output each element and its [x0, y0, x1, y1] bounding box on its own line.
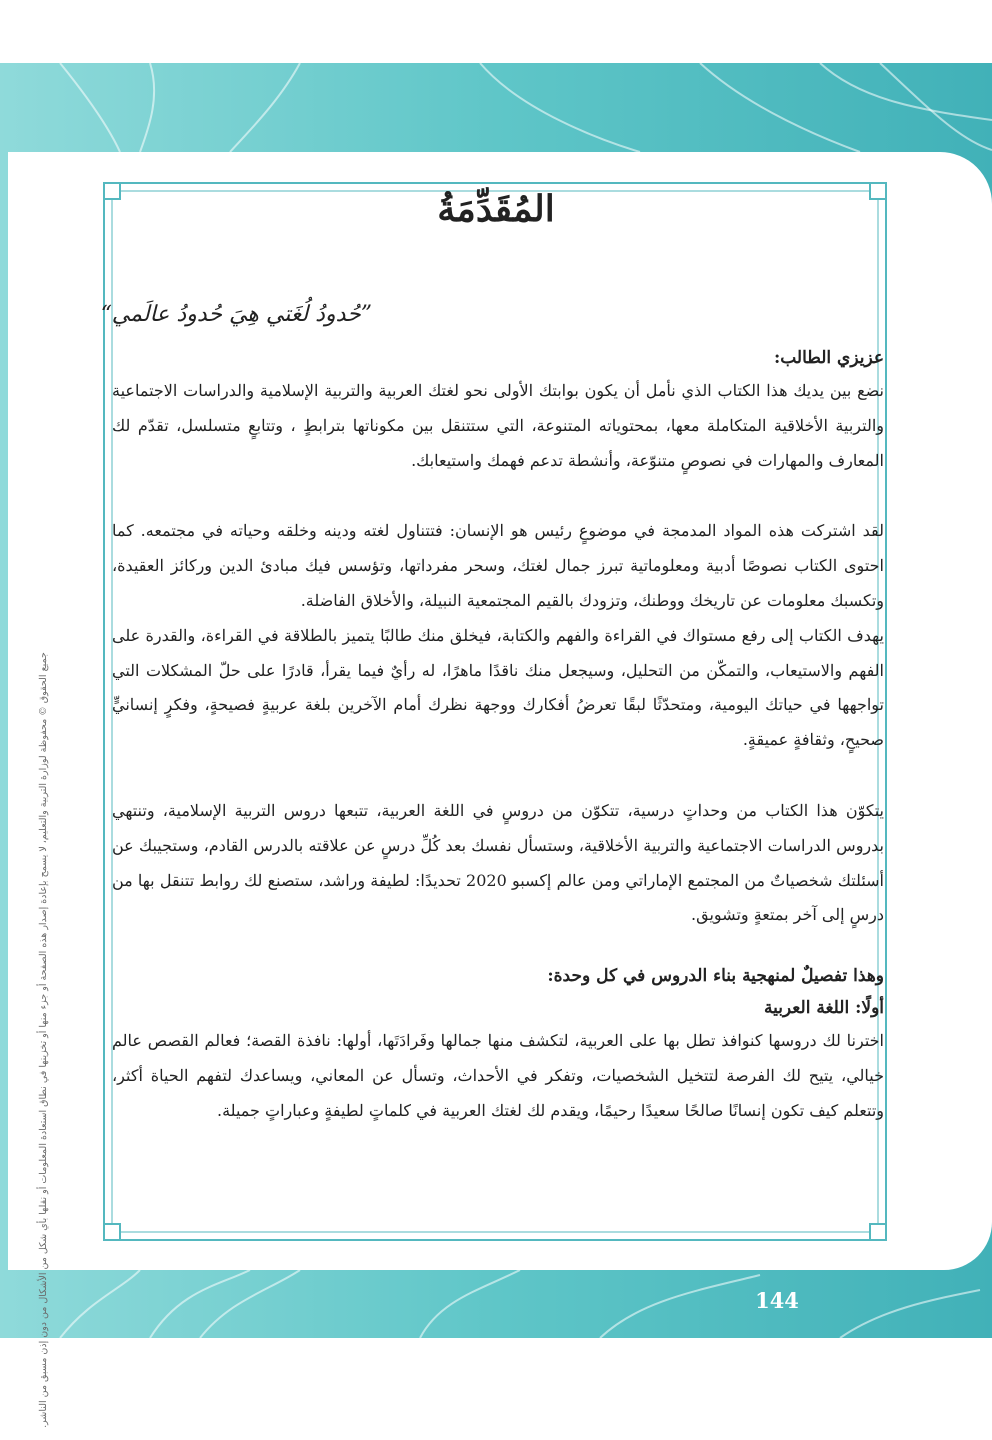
- paragraph-3: يهدف الكتاب إلى رفع مستواك في القراءة والفهم والكتابة، فيخلق منك طالبًا يتميز بالطلاقة في القراءة، والقدرة على الفهم والاستيعاب، والتمكّن من التحليل، وسيجعل منك ناقدًا ماهرًا، له رأيٌ فيما يقرأ، قادرًا على حلّ المشكلات التي تواجهها في حياتك اليومية، ومتحدّثًا لبقًا تعرضُ أفكارك ووجهة نظرك أمام الآخرين بلغة عربيةٍ فصيحةٍ، وفكرٍ إنسانيٍّ صحيحٍ، وثقافةٍ عميقةٍ.: [112, 625, 884, 750]
- page-title: المُقَدِّمَةُ: [437, 188, 555, 230]
- paragraph-1: نضع بين يديك هذا الكتاب الذي نأمل أن يكون بوابتك الأولى نحو لغتك العربية والتربية الإسلامية والدراسات الاجتماعية والتربية الأخلاقية المتكاملة معها، بمحتوياته المتنوعة، التي ستتنقل بين مكوناتها بترابطٍ ، وتتابعٍ متسلسل، تقدّم لك المعارف والمهارات في نصوصٍ متنوّعة، وأنشطة تدعم فهمك واستيعابك.: [112, 381, 884, 470]
- section-heading: وهذا تفصيلٌ لمنهجية بناء الدروس في كل وحدة:: [547, 966, 884, 987]
- subsection-heading: أولًا: اللغة العربية: [763, 998, 884, 1019]
- copyright-note: جميع الحقوق © محفوظة لوزارة التربية والتعليم، لا يسمح بإعادة إصدار هذه الصفحة أو جزء منها أو تخزينها في نطاق استعادة المعلومات أو نقلها بأي شكل من الأشكال من دون إذن مسبق من الناشر.: [38, 652, 49, 1428]
- epigraph-quote: ”حُدودُ لُغَتي هِيَ حُدودُ عالَمي“: [100, 302, 372, 327]
- introduction-body: [112, 342, 884, 1129]
- paragraph-2: لقد اشتركت هذه المواد المدمجة في موضوعٍ رئيس هو الإنسان: فتتناول لغته ودينه وخلقه وحياته في مجتمعه. كما احتوى الكتاب نصوصًا أدبية ومعلوماتية تبرز جمال لغتك، وسحر مفرداتها، وتؤسس فيك مبادئ الدين وركائز العقيدة، وتكسبك معلومات عن تاريخك ووطنك، وتزودك بالقيم المجتمعية النبيلة، والأخلاق الفاضلة.: [112, 521, 884, 610]
- greeting-heading: عزيزي الطالب:: [773, 348, 884, 368]
- subsection-paragraph: اخترنا لك دروسها كنوافذ تطل بها على العربية، لتكشف منها جمالها وفَرادَتَها، أولها: نافذة القصة؛ فعالم القصص عالم خيالي، يتيح لك الفرصة لتتخيل الشخصيات، وتفكر في الأحداث، وتسأل عن المعاني، ويساعدك لتفهم الحياة أكثر، وتتعلم كيف تكون إنسانًا صالحًا سعيدًا رحيمًا، ويقدم لك لغتك العربية في كلماتٍ لطيفةٍ وعباراتٍ جميلة.: [112, 1031, 884, 1120]
- paragraph-4: يتكوّن هذا الكتاب من وحداتٍ درسية، تتكوّن من دروسٍ في اللغة العربية، تتبعها دروس التربية الإسلامية، وتنتهي بدروس الدراسات الاجتماعية والتربية الأخلاقية، وستسأل نفسك بعد كُلِّ درسٍ عن علاقته بالدرس القادم، وستجيبك عن أسئلتك شخصياتٌ من المجتمع الإماراتي ومن عالم إكسبو 2020 تحديدًا: لطيفة وراشد، ستصنع لك روابط تتنقل بها من درسٍ إلى آخر بمتعةٍ وتشويق.: [112, 800, 884, 925]
- page-number: 144: [755, 1288, 799, 1313]
